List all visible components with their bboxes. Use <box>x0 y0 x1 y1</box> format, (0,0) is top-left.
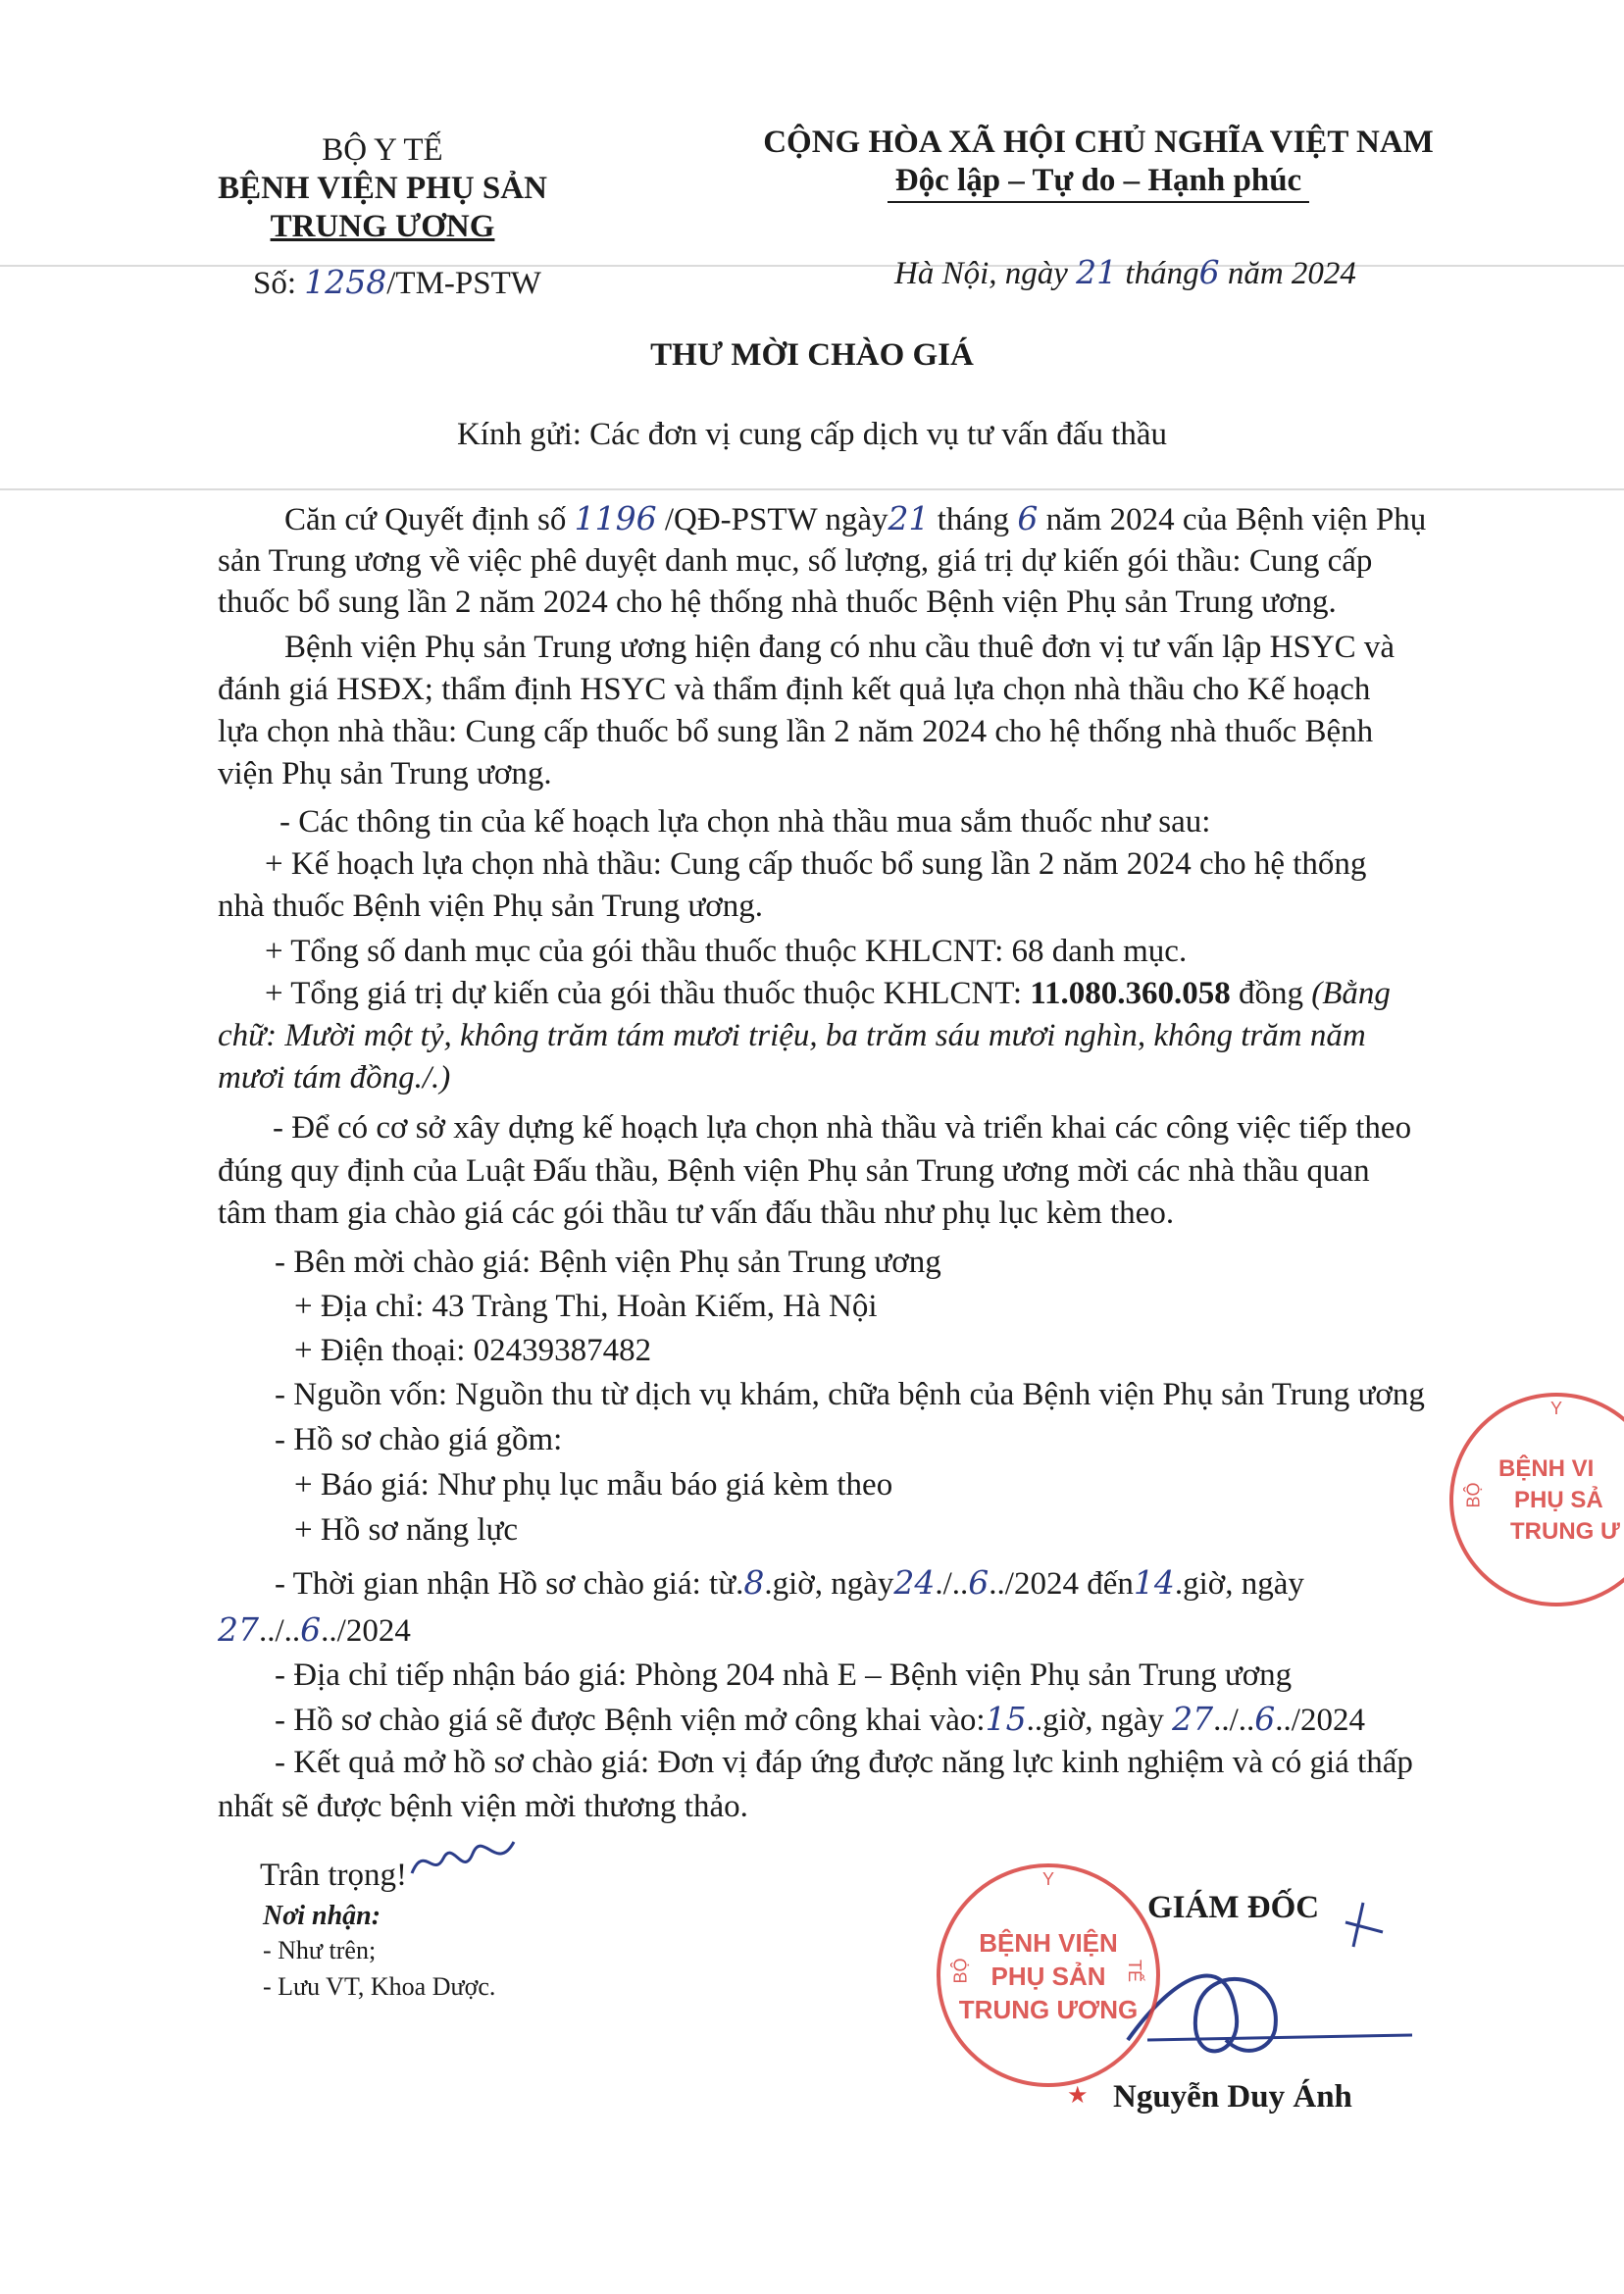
ministry-name: BỘ Y TẾ <box>322 132 443 168</box>
receive-time-line2: 27../..6../2024 <box>218 1610 411 1649</box>
decision-month: 6 <box>1017 499 1039 537</box>
docs-heading: - Hồ sơ chào giá gồm: <box>275 1422 563 1457</box>
date-mid: tháng <box>1125 256 1199 291</box>
recipients-heading: Nơi nhận: <box>263 1901 381 1931</box>
basis-line3: tâm tham gia chào giá các gói thầu tư vấn đấu thầu như phụ lục kèm theo. <box>218 1196 1175 1231</box>
inviter: - Bên mời chào giá: Bệnh viện Phụ sản Trung ương <box>275 1245 941 1280</box>
hospital-name-line1: BỆNH VIỆN PHỤ SẢN <box>218 171 547 206</box>
edge-stamp: Y BỘ BỆNH VI PHỤ SẢ TRUNG Ư <box>1449 1393 1624 1606</box>
place-date <box>894 253 1356 293</box>
motto-underline <box>888 201 1309 203</box>
total-value-line2: chữ: Mười một tỷ, không trăm tám mươi triệu, ba trăm sáu mươi nghìn, không trăm năm <box>218 1018 1366 1053</box>
country-name: CỘNG HÒA XÃ HỘI CHỦ NGHĨA VIỆT NAM <box>763 125 1434 160</box>
body-p2-line3: lựa chọn nhà thầu: Cung cấp thuốc bổ sung lần 2 năm 2024 cho hệ thống nhà thuốc Bệnh <box>218 714 1374 749</box>
official-stamp: Y BỘ TẾ BỆNH VIỆN PHỤ SẢN TRUNG ƯƠNG <box>937 1863 1160 2087</box>
recipients-item2: - Lưu VT, Khoa Dược. <box>263 1972 496 2001</box>
scan-artifact-line <box>0 488 1624 490</box>
body-p2-line2: đánh giá HSĐX; thẩm định HSYC và thẩm định kết quả lựa chọn nhà thầu cho Kế hoạch <box>218 672 1371 707</box>
decision-day: 21 <box>888 499 930 537</box>
receive-time-line1: - Thời gian nhận Hồ sơ chào giá: từ.8.giờ, ngày24./..6../2024 đến14.giờ, ngày <box>275 1563 1304 1602</box>
scan-artifact-line <box>0 265 1624 267</box>
total-value-line1: + Tổng giá trị dự kiến của gói thầu thuốc thuộc KHLCNT: 11.080.360.058 đồng (Bằng <box>265 976 1391 1011</box>
body-p2-line1: Bệnh viện Phụ sản Trung ương hiện đang có nhu cầu thuê đơn vị tư vấn lập HSYC và <box>284 630 1396 665</box>
date-suffix: năm 2024 <box>1227 256 1356 291</box>
receive-address: - Địa chỉ tiếp nhận báo giá: Phòng 204 nhà E – Bệnh viện Phụ sản Trung ương <box>275 1657 1293 1693</box>
motto: Độc lập – Tự do – Hạnh phúc <box>894 163 1302 198</box>
result-line2: nhất sẽ được bệnh viện mời thương thảo. <box>218 1789 748 1824</box>
document-number <box>253 263 541 303</box>
basis-line2: đúng quy định của Luật Đấu thầu, Bệnh viện Phụ sản Trung ương mời các nhà thầu quan <box>218 1153 1370 1189</box>
body-p1-line1: Căn cứ Quyết định số 1196 /QĐ-PSTW ngày21 tháng 6 năm 2024 của Bệnh viện Phụ <box>284 499 1427 537</box>
closing: Trân trọng! <box>260 1858 408 1893</box>
recipient-line: Kính gửi: Các đơn vị cung cấp dịch vụ tư vấn đấu thầu <box>456 417 1168 452</box>
docs-item-quote: + Báo giá: Như phụ lục mẫu báo giá kèm theo <box>294 1467 893 1503</box>
decision-number: 1196 <box>574 499 657 537</box>
signatory-name: Nguyễn Duy Ánh <box>1113 2079 1352 2115</box>
basis-line1: - Để có cơ sở xây dựng kế hoạch lựa chọn nhà thầu và triển khai các công việc tiếp theo <box>273 1110 1412 1146</box>
item-count: + Tổng số danh mục của gói thầu thuốc thuộc KHLCNT: 68 danh mục. <box>265 934 1188 969</box>
total-value-line3: mươi tám đồng./.) <box>218 1060 451 1096</box>
body-p1-line3: thuốc bổ sung lần 2 năm 2024 cho hệ thống nhà thuốc Bệnh viện Phụ sản Trung ương. <box>218 585 1337 620</box>
date-month: 6 <box>1198 253 1220 291</box>
recipients-item1: - Như trên; <box>263 1936 377 1964</box>
body-p1-line2: sản Trung ương về việc phê duyệt danh mục, số lượng, giá trị dự kiến gói thầu: Cung cấp <box>218 543 1373 579</box>
date-day: 21 <box>1076 253 1118 291</box>
docs-item-capability: + Hồ sơ năng lực <box>294 1512 519 1548</box>
number-suffix: /TM-PSTW <box>386 266 541 301</box>
initials-signature <box>404 1834 522 1893</box>
hospital-name-line2: TRUNG ƯƠNG <box>270 209 495 244</box>
phone: + Điện thoại: 02439387482 <box>294 1333 652 1368</box>
opening-time: - Hồ sơ chào giá sẽ được Bệnh viện mở công khai vào:15..giờ, ngày 27../..6../2024 <box>275 1700 1365 1738</box>
result-line1: - Kết quả mở hồ sơ chào giá: Đơn vị đáp ứng được năng lực kinh nghiệm và có giá thấp <box>275 1745 1413 1780</box>
funding-source: - Nguồn vốn: Nguồn thu từ dịch vụ khám, chữa bệnh của Bệnh viện Phụ sản Trung ương <box>275 1377 1425 1412</box>
stamp-star: ★ <box>1067 2083 1089 2109</box>
plan-line1: + Kế hoạch lựa chọn nhà thầu: Cung cấp thuốc bổ sung lần 2 năm 2024 cho hệ thống <box>265 846 1367 882</box>
number-handwritten: 1258 <box>304 263 387 301</box>
info-heading: - Các thông tin của kế hoạch lựa chọn nhà thầu mua sắm thuốc như sau: <box>279 804 1211 840</box>
date-prefix: Hà Nội, ngày <box>894 256 1068 291</box>
signature-title: GIÁM ĐỐC <box>1147 1890 1320 1925</box>
body-p2-line4: viện Phụ sản Trung ương. <box>218 756 552 791</box>
document-title: THƯ MỜI CHÀO GIÁ <box>650 337 974 373</box>
number-prefix: Số: <box>253 266 297 301</box>
address: + Địa chỉ: 43 Tràng Thi, Hoàn Kiếm, Hà Nội <box>294 1289 878 1324</box>
plan-line2: nhà thuốc Bệnh viện Phụ sản Trung ương. <box>218 889 764 924</box>
total-value-amount: 11.080.360.058 <box>1030 976 1231 1011</box>
